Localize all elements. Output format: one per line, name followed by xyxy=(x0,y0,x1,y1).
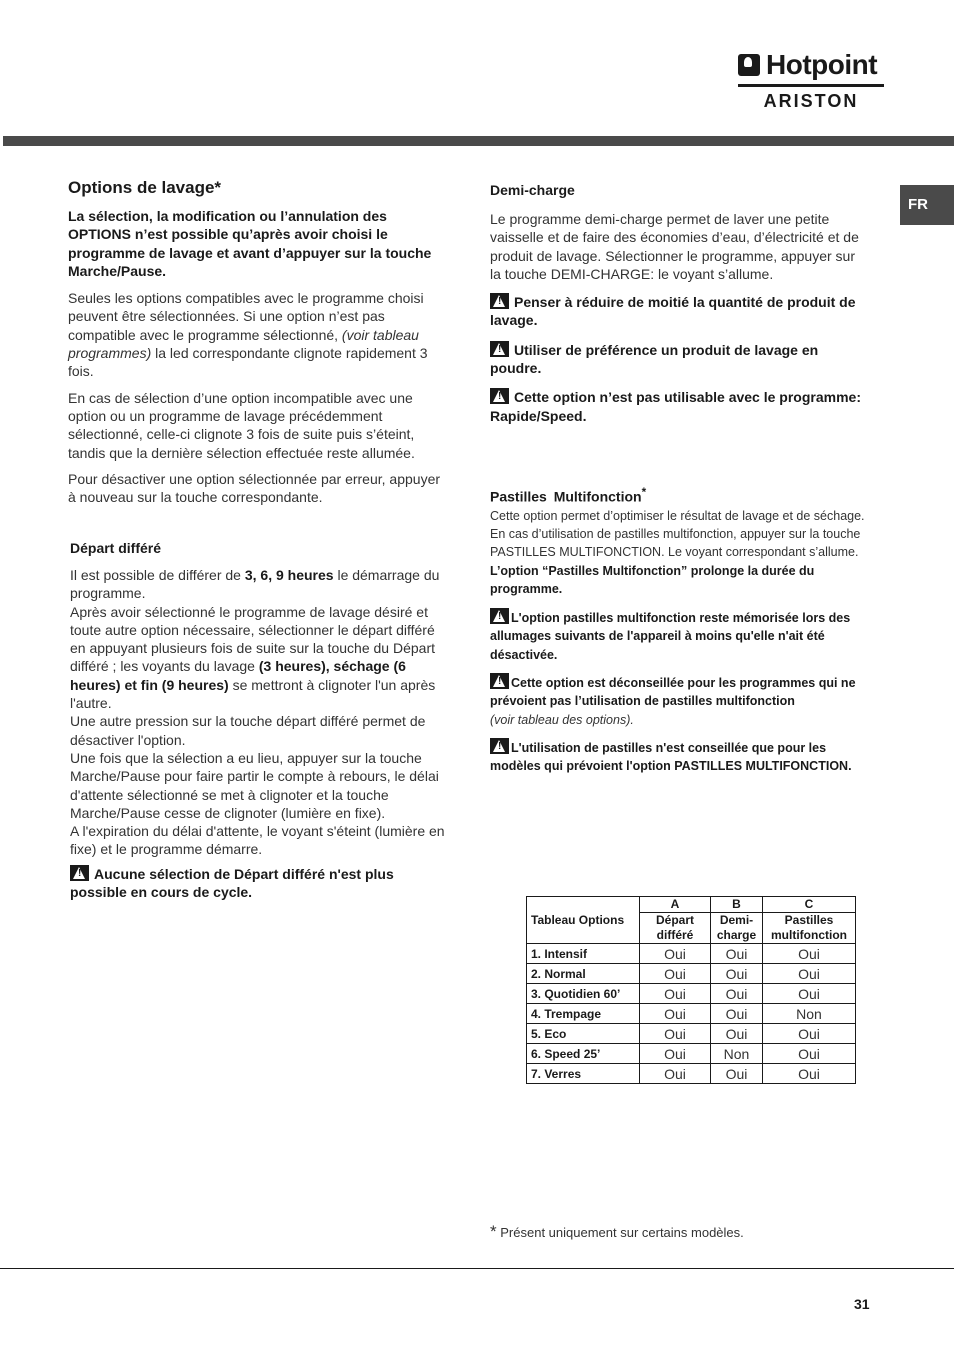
table-cell: Oui xyxy=(640,1024,711,1044)
options-table xyxy=(526,896,856,1084)
pastilles-warning-1 xyxy=(490,608,872,664)
depart-text-a: Il est possible de différer de xyxy=(70,567,245,583)
row-label: 4. Trempage xyxy=(527,1004,640,1024)
depart-text-c: Après avoir sélectionné le programme de lavage désiré et toute autre option nécessaire, sélectionner le départ différé en appuyant plusieurs fois de suite sur la touche du Départ différé ; les voyants du lavage xyxy=(70,603,436,675)
col-letter-c: C xyxy=(763,897,856,913)
col-name-b: Demi-charge xyxy=(711,913,763,944)
table-cell: Oui xyxy=(640,984,711,1004)
warning-icon xyxy=(490,738,509,754)
options-paragraph-3: Pour désactiver une option sélectionnée par erreur, appuyer à nouveau sur la touche correspondante. xyxy=(68,470,441,506)
table-row xyxy=(527,964,856,984)
depart-warning-text: Aucune sélection de Départ différé n'est plus possible en cours de cycle. xyxy=(70,865,394,901)
options-paragraph-2: En cas de sélection d’une option incompatible avec une option ou un programme de lavage précédemment sélectionné, celle-ci clignote 3 fois de suite puis s’éteint, tandis que la dernière sélection effectuée reste allumée. xyxy=(68,389,415,461)
depart-text-b: le démarrage du programme. xyxy=(70,567,440,602)
table-cell: Oui xyxy=(711,1064,763,1084)
demi-title: Demi-charge xyxy=(490,182,575,198)
p1-text-a: Seules les options compatibles avec le programme choisi peuvent être sélectionnées. Si une option n’est pas compatible avec le programme sélectionné, xyxy=(68,290,424,343)
pastilles-text-2 xyxy=(490,525,872,598)
pastilles-text-2-bold: L’option “Pastilles Multifonction” prolonge la durée du programme. xyxy=(490,563,815,596)
warning-icon xyxy=(490,388,509,404)
brand-logo xyxy=(738,50,884,112)
intro-bold: La sélection, la modification ou l’annulation des OPTIONS n’est possible qu’après avoir choisi le programme de lavage et avant d’appuyer sur la touche Marche/Pause. xyxy=(68,208,432,279)
p1-text-b: la led correspondante clignote rapidement 3 fois. xyxy=(68,345,428,380)
warning-icon xyxy=(490,341,509,357)
table-cell: Oui xyxy=(763,1044,856,1064)
language-tab: FR xyxy=(900,185,954,225)
row-label: 5. Eco xyxy=(527,1024,640,1044)
pastilles-warning-2-text: Cette option est déconseillée pour les programmes qui ne prévoient pas l’utilisation de pastilles multifonction xyxy=(490,676,856,709)
table-row xyxy=(527,1004,856,1024)
demi-warning-1 xyxy=(490,293,862,330)
demi-charge-section xyxy=(490,182,862,425)
table-row xyxy=(527,1044,856,1064)
pastilles-warning-3-text: L'utilisation de pastilles n'est conseillée que pour les modèles qui prévoient l'option PASTILLES MULTIFONCTION. xyxy=(490,740,852,774)
demi-warning-2 xyxy=(490,341,862,378)
warning-icon xyxy=(490,673,509,689)
depart-section xyxy=(70,540,446,901)
left-column xyxy=(68,178,448,506)
table-cell: Oui xyxy=(640,1044,711,1064)
table-row xyxy=(527,1024,856,1044)
pastilles-warning-1-text: L'option pastilles multifonction reste mémorisée lors des allumages suivants de l'appareil à moins qu'elle n'ait été désactivée. xyxy=(490,611,851,662)
table-cell: Oui xyxy=(711,964,763,984)
row-label: 6. Speed 25’ xyxy=(527,1044,640,1064)
depart-title: Départ différé xyxy=(70,540,162,556)
footnote xyxy=(490,1222,744,1242)
pastilles-text-1: Cette option permet d’optimiser le résultat de lavage et de séchage. xyxy=(490,508,865,523)
section-title: Options de lavage* xyxy=(68,178,222,197)
footnote-text: Présent uniquement sur certains modèles. xyxy=(500,1225,744,1240)
pastilles-text-2-a: En cas d’utilisation de pastilles multifonction, appuyer sur la touche PASTILLES MULTIFONCTION. Le voyant correspondant s’allume. xyxy=(490,526,861,560)
depart-bold-lights: (3 heures), séchage (6 heures) et fin (9 heures) xyxy=(70,658,406,693)
table-cell: Oui xyxy=(711,1004,763,1024)
col-name-a: Départ différé xyxy=(640,913,711,944)
pastilles-warning-2-italic: (voir tableau des options). xyxy=(490,712,634,727)
warning-icon xyxy=(490,608,509,624)
pastilles-warning-2 xyxy=(490,673,872,729)
demi-warning-1-text: Penser à réduire de moitié la quantité de produit de lavage. xyxy=(490,294,856,329)
table-cell: Oui xyxy=(763,964,856,984)
pastilles-title-text: Pastilles Multifonction xyxy=(490,488,642,505)
table-cell: Oui xyxy=(763,1064,856,1084)
pastilles-warning-3 xyxy=(490,738,872,776)
col-letter-b: B xyxy=(711,897,763,913)
row-label: 3. Quotidien 60’ xyxy=(527,984,640,1004)
depart-warning xyxy=(70,865,446,902)
warning-icon xyxy=(490,293,509,309)
header-bar xyxy=(3,136,954,146)
table-cell: Oui xyxy=(711,944,763,964)
hotpoint-mark-icon xyxy=(738,54,760,76)
table-cell: Oui xyxy=(763,984,856,1004)
depart-paragraph xyxy=(70,566,446,859)
table-corner-label: Tableau Options xyxy=(527,897,640,944)
table-cell: Oui xyxy=(711,1024,763,1044)
col-letter-a: A xyxy=(640,897,711,913)
brand-name: Hotpoint xyxy=(766,49,878,80)
table-cell: Oui xyxy=(763,1024,856,1044)
table-row xyxy=(527,944,856,964)
table-row xyxy=(527,1064,856,1084)
depart-text-d: se mettront à clignoter l'un après l'autre. xyxy=(70,676,436,712)
table-header-row xyxy=(527,897,856,913)
pastilles-section xyxy=(490,486,872,776)
table-cell: Oui xyxy=(640,1004,711,1024)
demi-warning-2-text: Utiliser de préférence un produit de lavage en poudre. xyxy=(490,341,819,377)
table-cell: Oui xyxy=(640,964,711,984)
demi-warning-3 xyxy=(490,388,862,425)
warning-icon xyxy=(70,865,89,881)
pastilles-title-star: * xyxy=(641,486,647,499)
row-label: 2. Normal xyxy=(527,964,640,984)
options-paragraph-1 xyxy=(68,289,448,380)
p1-italic: (voir tableau programmes) xyxy=(68,326,419,362)
depart-bold-hours: 3, 6, 9 heures xyxy=(244,567,334,583)
table-row xyxy=(527,984,856,1004)
brand-sub: ARISTON xyxy=(763,91,859,111)
table-cell: Oui xyxy=(711,984,763,1004)
row-label: 1. Intensif xyxy=(527,944,640,964)
row-label: 7. Verres xyxy=(527,1064,640,1084)
table-cell: Non xyxy=(711,1044,763,1064)
table-cell: Oui xyxy=(763,944,856,964)
page-number: 31 xyxy=(854,1296,870,1312)
pastilles-title xyxy=(490,486,872,505)
col-name-c: Pastilles multifonction xyxy=(763,913,856,944)
depart-text-e: Une autre pression sur la touche départ différé permet de désactiver l'option. xyxy=(70,713,426,748)
table-cell: Oui xyxy=(640,1064,711,1084)
demi-warning-3-text: Cette option n’est pas utilisable avec le programme: Rapide/Speed. xyxy=(490,389,861,424)
footnote-star: * xyxy=(490,1222,497,1241)
table-cell: Oui xyxy=(640,944,711,964)
depart-text-g: A l'expiration du délai d'attente, le voyant s'éteint (lumière en fixe) et le programme démarre. xyxy=(70,823,445,858)
footer-rule xyxy=(0,1268,954,1269)
depart-text-f: Une fois que la sélection a eu lieu, appuyer sur la touche Marche/Pause pour faire partir le compte à rebours, le délai d'attente sélectionné se met à clignoter et la touche Marche/Pause cesse de clignoter (lumière en fixe). xyxy=(70,749,439,821)
table-cell: Non xyxy=(763,1004,856,1024)
logo-rule xyxy=(738,84,884,87)
demi-text: Le programme demi-charge permet de laver une petite vaisselle et de faire des économies d’eau, d’électricité et de produit de lavage. Sélectionner le programme, appuyer sur la touche DEMI-CHARGE: le voyant s’allume. xyxy=(490,211,859,282)
